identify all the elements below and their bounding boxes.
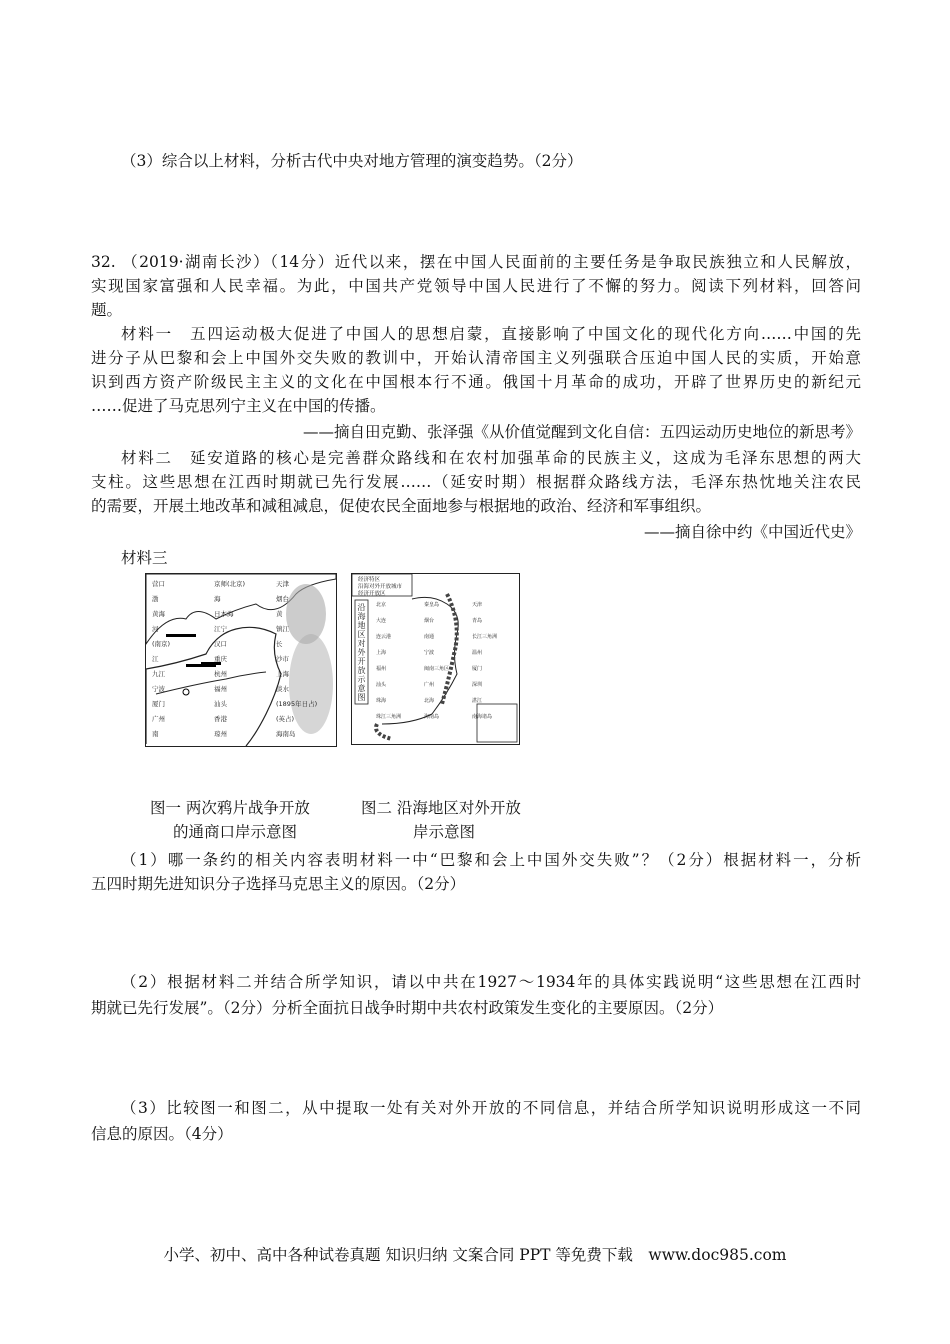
map1-label: 琼州 <box>214 730 227 738</box>
map1-label: 厦门 <box>152 700 165 708</box>
q32-intro-line: 32. （2019·湖南长沙）（14分）近代以来，摆在中国人民面前的主要任务是争取民族独立和人民解放， <box>91 253 861 271</box>
map1-label: 江 <box>152 655 159 663</box>
map1-label: 淡水 <box>276 685 289 693</box>
map2-label: 天津 <box>472 602 483 608</box>
map2-label: 温州 <box>472 650 483 656</box>
map1-label: 福州 <box>214 685 227 693</box>
q2-line: （2）根据材料二并结合所学知识，请以中共在1927～1934年的具体实践说明“这些思想在江西时 <box>121 973 861 991</box>
map1-label: (1895年日占) <box>276 700 318 708</box>
map2-label: 汕头 <box>376 682 387 688</box>
map2-label: 湛江 <box>472 698 483 704</box>
material1-line: ……促进了马克思列宁主义在中国的传播。 <box>91 397 386 415</box>
map1-caption-line: 的通商口岸示意图 <box>173 823 298 841</box>
map1-label: 汉口 <box>214 640 227 648</box>
map2-label: 北京 <box>376 602 387 608</box>
map2-title-char: 区 <box>357 630 366 639</box>
map1-label: 海 <box>214 595 221 603</box>
map1-label: 上海 <box>276 670 289 678</box>
material1-line: 识到西方资产阶级民主主义的文化在中国根本行不通。俄国十月革命的成功，开辟了世界历史的新纪元 <box>91 373 861 391</box>
map2-label: 北海 <box>424 698 435 704</box>
map2-label: 青岛 <box>472 618 483 624</box>
material2-source: ——摘自徐中约《中国近代史》 <box>643 523 861 541</box>
map2-title-char: 海 <box>357 612 366 621</box>
map2-caption-line: 岸示意图 <box>413 823 476 841</box>
map2-caption-line: 图二 沿海地区对外开放 <box>361 799 521 817</box>
map1-label: 江宁 <box>214 625 227 633</box>
map1-label: 杭州 <box>214 670 227 678</box>
map1-label: 烟台 <box>276 595 289 603</box>
map1-label: 南 <box>152 730 159 738</box>
map1-label: 河 <box>152 625 159 633</box>
map2-title-char: 外 <box>357 648 366 657</box>
map1-label: 广州 <box>152 715 165 723</box>
map2-title-char: 示 <box>357 675 366 684</box>
map2-label: 秦皇岛 <box>424 602 440 608</box>
map2-label: 烟台 <box>424 618 435 624</box>
map2-title-char: 放 <box>357 666 366 675</box>
map2-label: 福州 <box>376 666 387 672</box>
map1-caption-line: 图一 两次鸦片战争开放 <box>150 799 310 817</box>
q1-line: （1）哪一条约的相关内容表明材料一中“巴黎和会上中国外交失败”？（2分）根据材料一，分析 <box>121 851 861 869</box>
map2-label: 珠江三角洲 <box>376 714 402 720</box>
q32-intro-line: 题。 <box>91 301 123 319</box>
material3-label: 材料三 <box>121 549 168 567</box>
map-opium-war-ports <box>145 573 337 747</box>
map1-label: 沙市 <box>276 655 289 663</box>
q31-part3: （3）综合以上材料，分析古代中央对地方管理的演变趋势。（2分） <box>121 152 583 170</box>
material2-line: 材料二 延安道路的核心是完善群众路线和在农村加强革命的民族主义，这成为毛泽东思想的两大 <box>121 449 861 467</box>
map2-title-char: 意 <box>357 684 366 693</box>
map1-label: 重庆 <box>214 655 227 663</box>
map2-legend-item: 沿海对外开放城市 <box>358 584 403 590</box>
map1-label: 长 <box>276 640 283 648</box>
q32-intro-line: 实现国家富强和人民幸福。为此，中国共产党领导中国人民进行了不懈的努力。阅读下列材料，回答问 <box>91 277 861 295</box>
map2-title-char: 地 <box>357 621 366 630</box>
map2-title-char: 图 <box>357 693 366 702</box>
map1-label: 镇江 <box>276 625 289 633</box>
material1-line: 进分子从巴黎和会上中国外交失败的教训中，开始认清帝国主义列强联合压迫中国人民的实质，开始意 <box>91 349 861 367</box>
map1-label: 黄 <box>276 610 283 618</box>
map2-label: 广州 <box>424 682 435 688</box>
q2-line: 期就已先行发展”。（2分）分析全面抗日战争时期中共农村政策发生变化的主要原因。（2分） <box>91 999 724 1017</box>
map2-label: 上海 <box>376 650 387 656</box>
map-coastal-opening <box>351 573 520 745</box>
map1-label: (南京) <box>152 640 171 648</box>
map1-label: 黄海 <box>152 610 165 618</box>
map2-label: 大连 <box>376 618 387 624</box>
map1-label: 日本海 <box>214 610 234 618</box>
material1-source: ——摘自田克勤、张泽强《从价值觉醒到文化自信：五四运动历史地位的新思考》 <box>302 423 861 441</box>
map2-label: 深圳 <box>472 682 483 688</box>
material2-line: 支柱。这些思想在江西时期就已先行发展……（延安时期）根据群众路线方法，毛泽东热忱地关注农民 <box>91 473 861 491</box>
map2-label: 长江三角洲 <box>472 634 498 640</box>
map2-title-char: 对 <box>357 639 366 648</box>
map2-label: 厦门 <box>472 666 483 672</box>
map2-title-char: 沿 <box>357 603 366 612</box>
q1-line: 五四时期先进知识分子选择马克思主义的原因。（2分） <box>91 875 466 893</box>
map1-label: 渤 <box>152 595 159 603</box>
map1-label: 天津 <box>276 580 289 588</box>
material1-line: 材料一 五四运动极大促进了中国人的思想启蒙，直接影响了中国文化的现代化方向……中国的先 <box>121 325 861 343</box>
map2-drawing <box>352 574 519 744</box>
map1-label: 九江 <box>152 670 165 678</box>
map2-label: 南通 <box>424 634 435 640</box>
map2-label: 珠海 <box>376 698 387 704</box>
map2-title-char: 开 <box>357 657 366 666</box>
map1-label: 海南岛 <box>276 730 296 738</box>
map1-label: 汕头 <box>214 700 227 708</box>
map2-label: 闽南三角区 <box>424 666 450 672</box>
map1-label: 香港 <box>214 715 227 723</box>
q3-line: 信息的原因。（4分） <box>91 1125 233 1143</box>
map2-label: 连云港 <box>376 634 392 640</box>
footer: 小学、初中、高中各种试卷真题 知识归纳 文案合同 PPT 等免费下载 www.doc985.com <box>163 1246 787 1264</box>
map2-legend-item: 经济特区 <box>358 577 381 583</box>
map1-drawing <box>146 574 336 746</box>
q3-line: （3）比较图一和图二，从中提取一处有关对外开放的不同信息，并结合所学知识说明形成这一不同 <box>121 1099 861 1117</box>
map2-label: 宁波 <box>424 650 435 656</box>
map2-label: 海南岛 <box>424 714 440 720</box>
map2-legend-item: 经济开放区 <box>358 591 386 597</box>
map1-label: 营口 <box>152 580 165 588</box>
material2-line: 的需要，开展土地改革和减租减息，促使农民全面地参与根据地的政治、经济和军事组织。 <box>91 497 712 515</box>
map1-label: 京师(北京) <box>214 580 246 588</box>
map1-label: (英占) <box>276 715 295 723</box>
map1-label: 宁波 <box>152 685 165 693</box>
map2-label: 南海诸岛 <box>472 714 493 720</box>
